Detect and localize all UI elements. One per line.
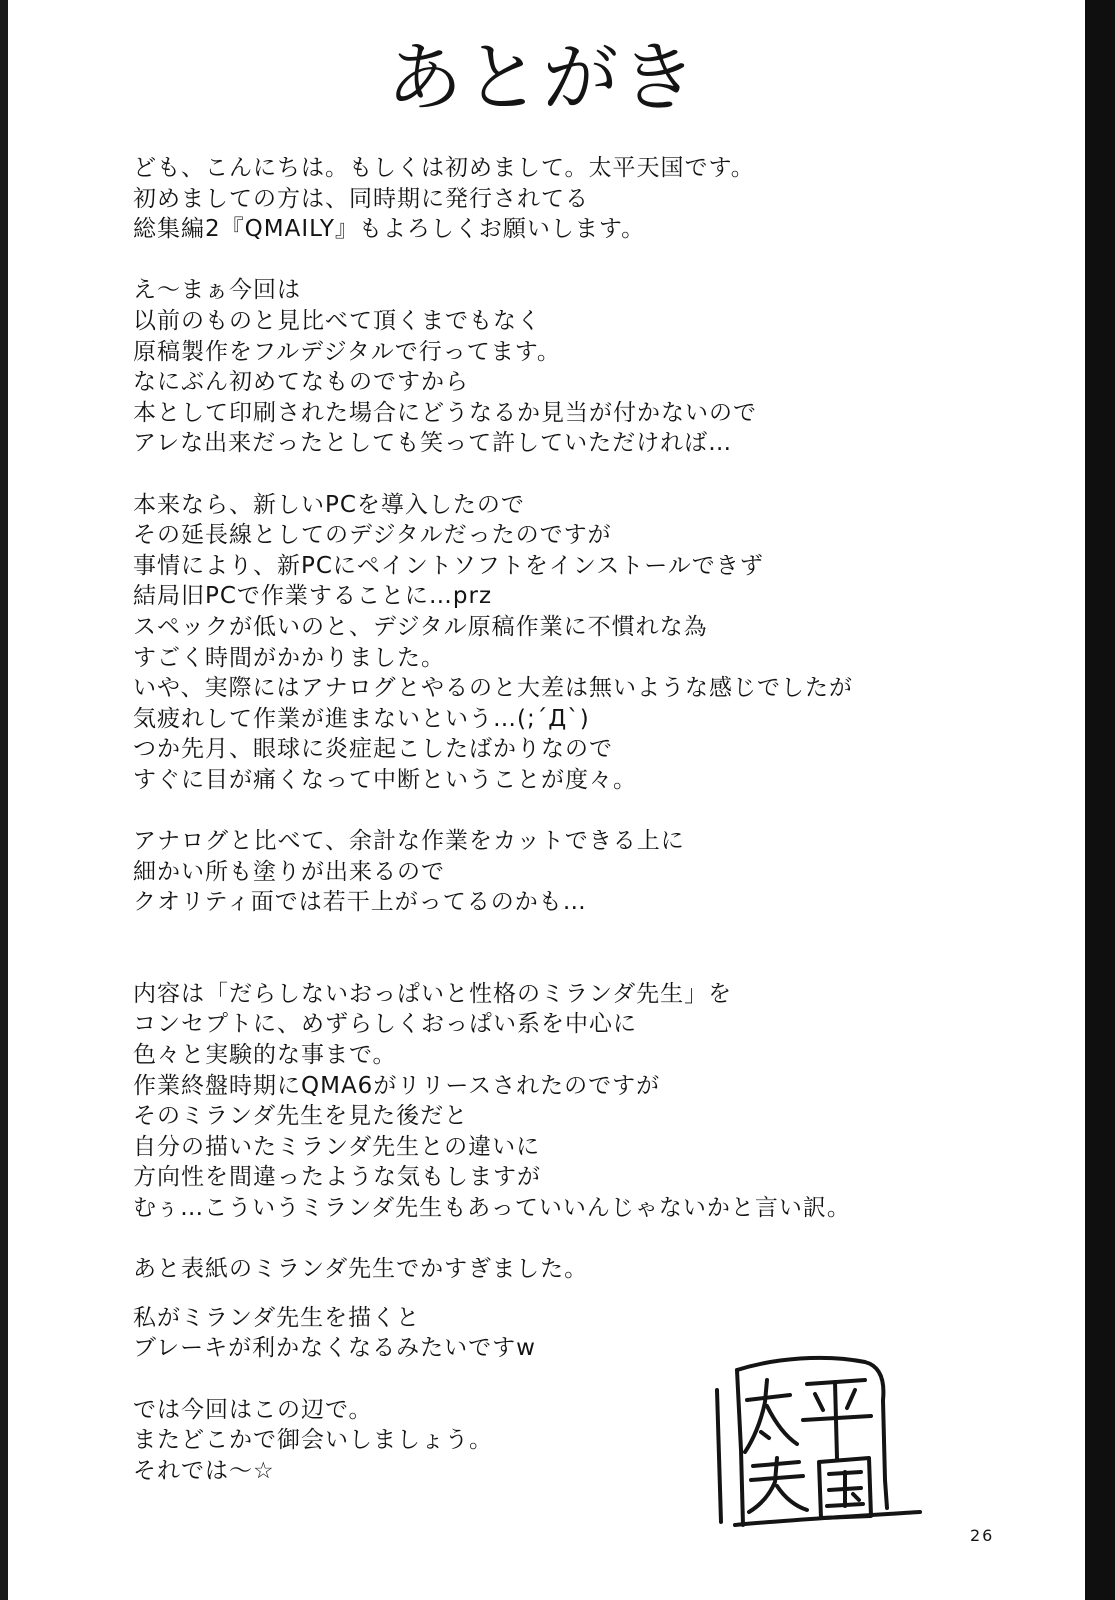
- text-line: それでは〜☆: [133, 1457, 275, 1484]
- text-line: ども、こんにちは。もしくは初めまして。太平天国です。: [133, 155, 755, 181]
- page-title: あとがき: [386, 33, 699, 122]
- text-line: では今回はこの辺で。: [133, 1396, 373, 1423]
- text-line: 気疲れして作業が進まないという…(;´Д`): [133, 705, 590, 732]
- text-line: ブレーキが利かなくなるみたいですw: [133, 1335, 536, 1362]
- signature-seal: [715, 1340, 945, 1540]
- text-line: なにぶん初めてなものですから: [133, 369, 469, 396]
- paragraph-content: [133, 979, 953, 1224]
- text-line: アレな出来だったとしても笑って許していただければ…: [133, 430, 733, 457]
- paragraph-analog: [133, 826, 953, 918]
- text-line: その延長線としてのデジタルだったのですが: [133, 522, 612, 549]
- text-line: 結局旧PCで作業することに…prz: [133, 583, 493, 610]
- text-line: 自分の描いたミランダ先生との違いに: [133, 1133, 541, 1160]
- right-page-edge: [1085, 0, 1115, 1600]
- text-line: つか先月、眼球に炎症起こしたばかりなので: [133, 736, 613, 763]
- text-line: あと表紙のミランダ先生でかすぎました。: [133, 1256, 589, 1283]
- paragraph-pc: [133, 490, 953, 796]
- text-line: 本来なら、新しいPCを導入したので: [133, 491, 525, 518]
- text-line: 本として印刷された場合にどうなるか見当が付かないので: [133, 399, 757, 426]
- text-line: むぅ…こういうミランダ先生もあっていいんじゃないかと言い訳。: [133, 1195, 851, 1221]
- text-line: そのミランダ先生を見た後だと: [133, 1103, 469, 1130]
- text-line: え〜まぁ今回は: [133, 277, 301, 304]
- text-line: 総集編2『QMAILY』もよろしくお願いします。: [133, 216, 646, 243]
- text-line: 私がミランダ先生を描くと: [133, 1304, 421, 1331]
- text-line: 内容は「だらしないおっぱいと性格のミランダ先生」を: [133, 980, 733, 1007]
- paragraph-cover: [133, 1254, 953, 1285]
- text-line: すごく時間がかかりました。: [133, 644, 445, 671]
- text-line: スペックが低いのと、デジタル原稿作業に不慣れな為: [133, 613, 708, 640]
- text-line: 事情により、新PCにペイントソフトをインストールできず: [133, 552, 764, 579]
- text-line: すぐに目が痛くなって中断ということが度々。: [133, 766, 637, 793]
- text-line: 色々と実験的な事まで。: [133, 1042, 397, 1069]
- paragraph-greeting: [133, 153, 953, 245]
- text-line: 細かい所も塗りが出来るので: [133, 858, 445, 885]
- text-line: クオリティ面では若干上がってるのかも…: [133, 889, 587, 916]
- text-line: 初めましての方は、同時期に発行されてる: [133, 185, 589, 212]
- text-line: コンセプトに、めずらしくおっぱい系を中心に: [133, 1011, 637, 1038]
- text-line: またどこかで御会いしましょう。: [133, 1427, 493, 1454]
- page-number: 26: [970, 1526, 995, 1545]
- left-page-edge: [0, 0, 8, 1600]
- text-line: 以前のものと見比べて頂くまでもなく: [133, 307, 541, 334]
- text-line: 原稿製作をフルデジタルで行ってます。: [133, 338, 561, 365]
- text-line: アナログと比べて、余計な作業をカットできる上に: [133, 828, 685, 855]
- text-line: いや、実際にはアナログとやるのと大差は無いような感じでしたが: [133, 675, 853, 702]
- afterword-body: [133, 153, 953, 1486]
- paragraph-digital: [133, 275, 953, 459]
- text-line: 作業終盤時期にQMA6がリリースされたのですが: [133, 1072, 661, 1099]
- text-line: 方向性を間違ったような気もしますが: [133, 1164, 541, 1191]
